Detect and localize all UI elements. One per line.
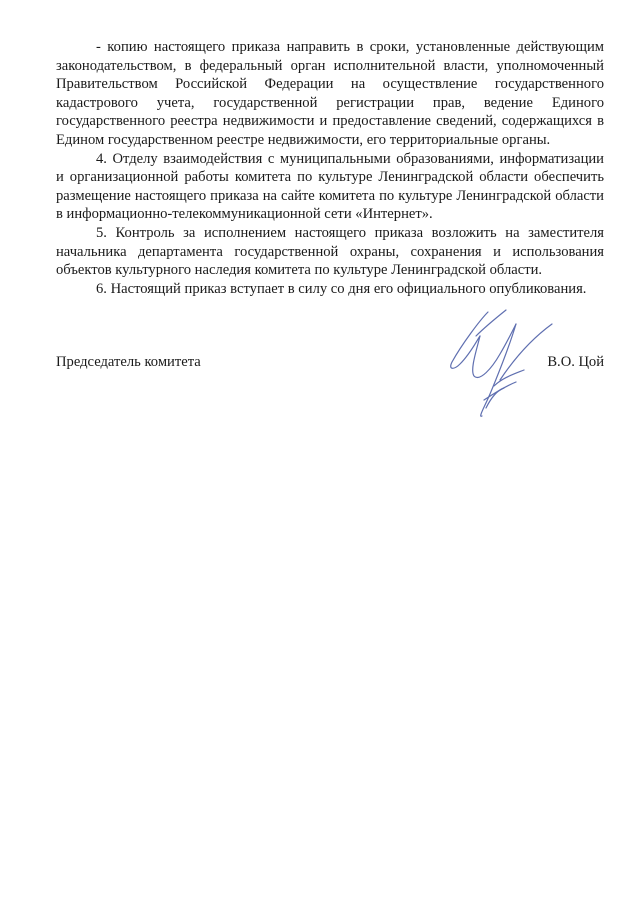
document-body — [56, 38, 604, 298]
signatory-name: В.О. Цой — [547, 354, 604, 370]
paragraph-item-4: 4. Отделу взаимодействия с муниципальными образованиями, информатизации и организационной работы комитета по культуре Ленинградской области обеспечить размещение настоящего приказа на сайте комитета по культуре Ленинградской области в информационно-телекоммуникационной сети «Интернет». — [56, 150, 604, 223]
signatory-title: Председатель комитета — [56, 354, 201, 370]
paragraph-item-5: 5. Контроль за исполнением настоящего приказа возложить на заместителя начальника департамента государственной охраны, сохранения и использования объектов культурного наследия комитета по культуре Ленинградской области. — [56, 224, 604, 279]
signature-block — [56, 352, 604, 372]
paragraph-copy-directive: - копию настоящего приказа направить в сроки, установленные действующим законодательством, в федеральный орган исполнительной власти, уполномоченный Правительством Российской Федерации на осуществление государственного кадастрового учета, государственной регистрации прав, ведение Единого государственного реестра недвижимости и предоставление сведений, содержащихся в Едином государственном реестре недвижимости, его территориальные органы. — [56, 39, 604, 148]
paragraph-item-6: 6. Настоящий приказ вступает в силу со дня его официального опубликования. — [96, 280, 587, 297]
